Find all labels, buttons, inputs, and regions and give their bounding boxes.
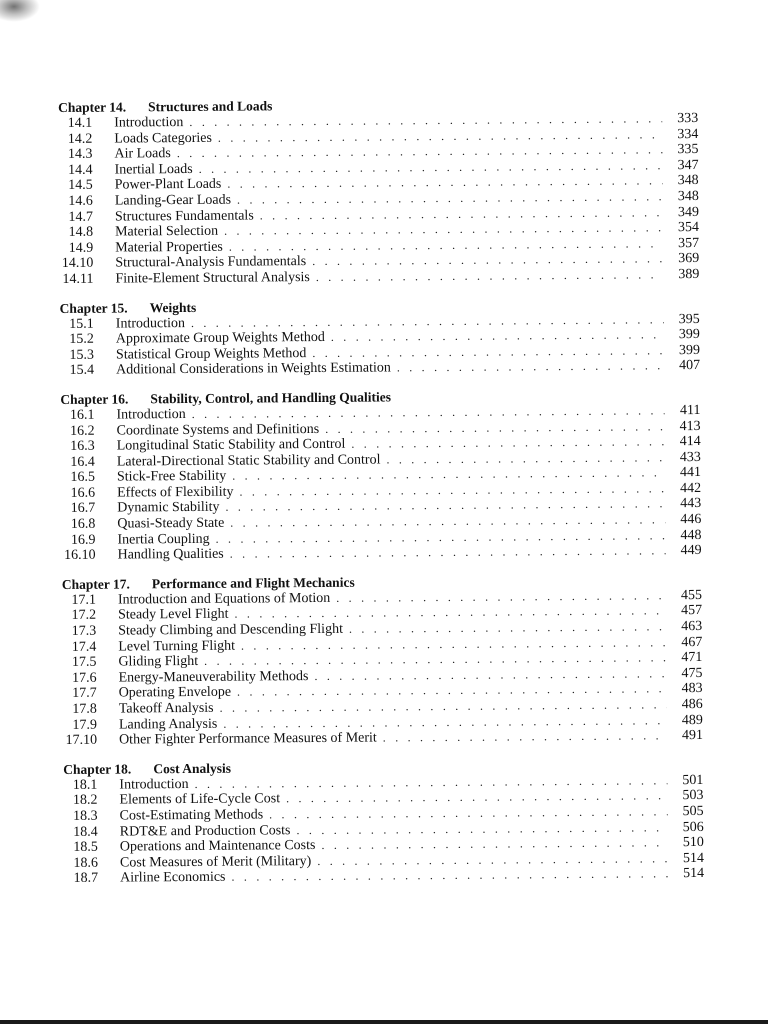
section-number: 15.3 xyxy=(69,347,95,363)
section-title: Structural-Analysis Fundamentals xyxy=(115,254,307,271)
section-title: Other Fighter Performance Measures of Merit xyxy=(118,730,377,748)
page-number: 489 xyxy=(681,712,703,728)
section-number: 14.6 xyxy=(68,193,93,209)
page-number: 389 xyxy=(678,266,700,283)
section-title: Airline Economics xyxy=(120,870,226,886)
page-number: 357 xyxy=(678,235,700,251)
section-title: Inertia Coupling xyxy=(117,531,210,548)
section-title: Gliding Flight xyxy=(118,654,199,670)
page-number: 349 xyxy=(677,204,699,220)
section-number: 16.10 xyxy=(64,547,96,564)
section-number: 14.10 xyxy=(61,256,94,272)
chapter-title: Performance and Flight Mechanics xyxy=(151,574,355,592)
chapter-15 xyxy=(60,294,701,378)
dot-leader xyxy=(397,359,664,377)
page-number: 503 xyxy=(682,788,704,804)
page-number: 442 xyxy=(680,480,702,497)
section-number: 16.1 xyxy=(69,407,95,423)
page-number: 505 xyxy=(682,803,704,820)
chapter-label: Chapter 15. xyxy=(59,299,128,316)
chapter-label: Chapter 16. xyxy=(60,391,129,407)
section-title: Approximate Group Weights Method xyxy=(115,330,325,347)
section-number: 18.7 xyxy=(73,871,99,887)
section-title: Statistical Group Weights Method xyxy=(115,345,307,363)
section-number: 15.1 xyxy=(69,316,94,332)
section-title: Longitudinal Static Stability and Control xyxy=(116,436,346,454)
dot-leader xyxy=(231,867,668,886)
section-title: Inertial Loads xyxy=(114,161,193,178)
page-number: 457 xyxy=(680,603,703,619)
page-number: 501 xyxy=(682,772,704,788)
section-title: Introduction xyxy=(116,406,186,423)
section-title: Landing-Gear Loads xyxy=(114,192,232,209)
page-number: 347 xyxy=(677,157,699,173)
page-number: 399 xyxy=(678,342,701,358)
section-title: Power-Plant Loads xyxy=(114,177,222,193)
chapter-entries xyxy=(58,111,699,288)
chapter-title: Structures and Loads xyxy=(148,98,273,115)
section-number: 17.1 xyxy=(71,592,96,608)
section-number: 14.11 xyxy=(62,271,94,287)
page-number: 414 xyxy=(679,434,701,450)
section-number: 17.3 xyxy=(71,623,97,639)
chapter-label: Chapter 17. xyxy=(61,576,130,592)
section-number: 17.10 xyxy=(65,732,98,749)
section-number: 18.3 xyxy=(73,808,98,824)
page-number: 486 xyxy=(681,696,703,713)
section-number: 16.6 xyxy=(70,485,96,501)
page-number: 395 xyxy=(678,311,700,327)
section-title: Material Selection xyxy=(114,223,219,240)
section-number: 14.4 xyxy=(68,162,93,178)
section-title: Stick-Free Stability xyxy=(116,468,227,485)
section-number: 16.4 xyxy=(70,454,95,470)
dot-leader xyxy=(230,543,666,562)
chapter-entries xyxy=(60,403,701,564)
page-number: 471 xyxy=(681,650,703,666)
section-title: Air Loads xyxy=(114,146,171,162)
table-of-contents xyxy=(58,94,704,899)
section-title: Steady Level Flight xyxy=(117,607,229,623)
page-number: 463 xyxy=(681,618,703,635)
page-number: 411 xyxy=(679,402,701,419)
dot-leader xyxy=(316,267,664,285)
section-number: 16.8 xyxy=(70,516,96,532)
section-title: Takeoff Analysis xyxy=(118,700,214,717)
section-number: 18.2 xyxy=(72,793,98,809)
chapter-17 xyxy=(62,571,703,749)
section-number: 17.7 xyxy=(72,686,97,702)
section-number: 17.9 xyxy=(72,717,97,733)
section-number: 15.4 xyxy=(69,363,95,379)
section-number: 14.2 xyxy=(67,131,93,147)
chapter-18 xyxy=(63,756,704,887)
page-number: 334 xyxy=(677,126,699,142)
page-number: 446 xyxy=(680,512,702,528)
section-number: 14.9 xyxy=(68,240,94,256)
chapter-16 xyxy=(60,386,701,564)
section-number: 16.9 xyxy=(70,532,96,548)
section-title: Additional Considerations in Weights Estimation xyxy=(116,360,391,378)
section-number: 15.2 xyxy=(69,331,94,348)
section-title: Cost-Estimating Methods xyxy=(119,807,264,824)
page-number: 483 xyxy=(681,681,703,697)
chapter-entries xyxy=(60,311,700,378)
section-title: Operations and Maintenance Costs xyxy=(119,838,316,855)
page-number: 491 xyxy=(681,728,704,744)
section-title: Dynamic Stability xyxy=(117,500,220,517)
chapter-title: Weights xyxy=(149,299,197,315)
section-number: 14.7 xyxy=(68,209,93,225)
dot-leader xyxy=(383,728,667,746)
section-number: 17.8 xyxy=(72,701,97,717)
chapter-title: Stability, Control, and Handling Qualities xyxy=(150,389,391,407)
page-number: 399 xyxy=(678,327,700,343)
page-number: 407 xyxy=(679,358,701,374)
page-number: 433 xyxy=(679,449,701,465)
section-title: Quasi-Steady State xyxy=(117,515,225,532)
section-number: 18.1 xyxy=(72,777,98,793)
section-title: Introduction xyxy=(115,315,186,332)
section-title: Introduction xyxy=(119,776,189,793)
page-number: 354 xyxy=(677,220,700,236)
section-title: Effects of Flexibility xyxy=(117,484,234,501)
section-number: 16.7 xyxy=(70,501,96,517)
chapter-title: Cost Analysis xyxy=(153,760,231,777)
page-number: 333 xyxy=(677,110,699,127)
section-title: Landing Analysis xyxy=(118,716,218,733)
section-number: 16.2 xyxy=(70,423,95,439)
page-number: 335 xyxy=(677,142,699,158)
section-title: Lateral-Directional Static Stability and Control xyxy=(116,452,381,470)
section-number: 17.4 xyxy=(71,639,97,655)
section-number: 14.5 xyxy=(68,178,93,194)
section-title: Structures Fundamentals xyxy=(114,208,254,225)
page-number: 514 xyxy=(683,866,705,882)
section-title: Steady Climbing and Descending Flight xyxy=(118,621,343,639)
section-number: 18.6 xyxy=(73,855,99,871)
page-edge-line xyxy=(0,1020,768,1024)
section-title: Introduction xyxy=(114,115,184,131)
section-title: Loads Categories xyxy=(114,130,212,147)
section-title: Coordinate Systems and Definitions xyxy=(116,421,320,439)
section-title: Energy-Maneuverability Methods xyxy=(118,668,309,686)
page-number: 441 xyxy=(679,465,702,481)
section-number: 16.3 xyxy=(70,438,95,455)
section-title: RDT&E and Production Costs xyxy=(119,822,291,840)
section-title: Introduction and Equations of Motion xyxy=(117,590,331,608)
section-title: Handling Qualities xyxy=(117,546,224,563)
chapter-entries xyxy=(62,588,703,749)
scan-artifact xyxy=(0,0,40,22)
page-number: 348 xyxy=(677,173,699,189)
page-number: 510 xyxy=(682,835,704,851)
section-number: 17.5 xyxy=(71,654,97,671)
section-number: 14.1 xyxy=(67,115,93,131)
section-number: 17.6 xyxy=(71,670,97,686)
chapter-entries xyxy=(63,773,704,887)
section-title: Finite-Element Structural Analysis xyxy=(115,269,310,287)
page-number: 449 xyxy=(680,543,702,559)
page-number: 514 xyxy=(682,850,705,866)
chapter-14 xyxy=(58,94,699,288)
section-title: Material Properties xyxy=(115,239,223,256)
page-number: 467 xyxy=(681,634,703,650)
page-number: 506 xyxy=(682,819,704,835)
page-number: 369 xyxy=(678,251,700,267)
section-title: Level Turning Flight xyxy=(118,638,236,655)
page-number: 413 xyxy=(679,418,701,434)
page-number: 443 xyxy=(680,496,702,512)
page-number: 448 xyxy=(680,527,702,543)
section-title: Elements of Life-Cycle Cost xyxy=(119,791,281,808)
section-number: 18.4 xyxy=(73,824,98,840)
section-number: 14.3 xyxy=(67,146,93,163)
section-number: 17.2 xyxy=(71,608,97,624)
section-title: Cost Measures of Merit (Military) xyxy=(119,853,312,871)
page-number: 475 xyxy=(681,665,703,681)
section-number: 18.5 xyxy=(73,839,98,856)
page-number: 348 xyxy=(677,188,699,205)
page-number: 455 xyxy=(680,587,702,603)
section-title: Operating Envelope xyxy=(118,685,232,701)
chapter-label: Chapter 18. xyxy=(63,761,132,777)
section-number: 16.5 xyxy=(70,470,96,486)
section-number: 14.8 xyxy=(68,224,94,241)
chapter-label: Chapter 14. xyxy=(58,99,127,115)
